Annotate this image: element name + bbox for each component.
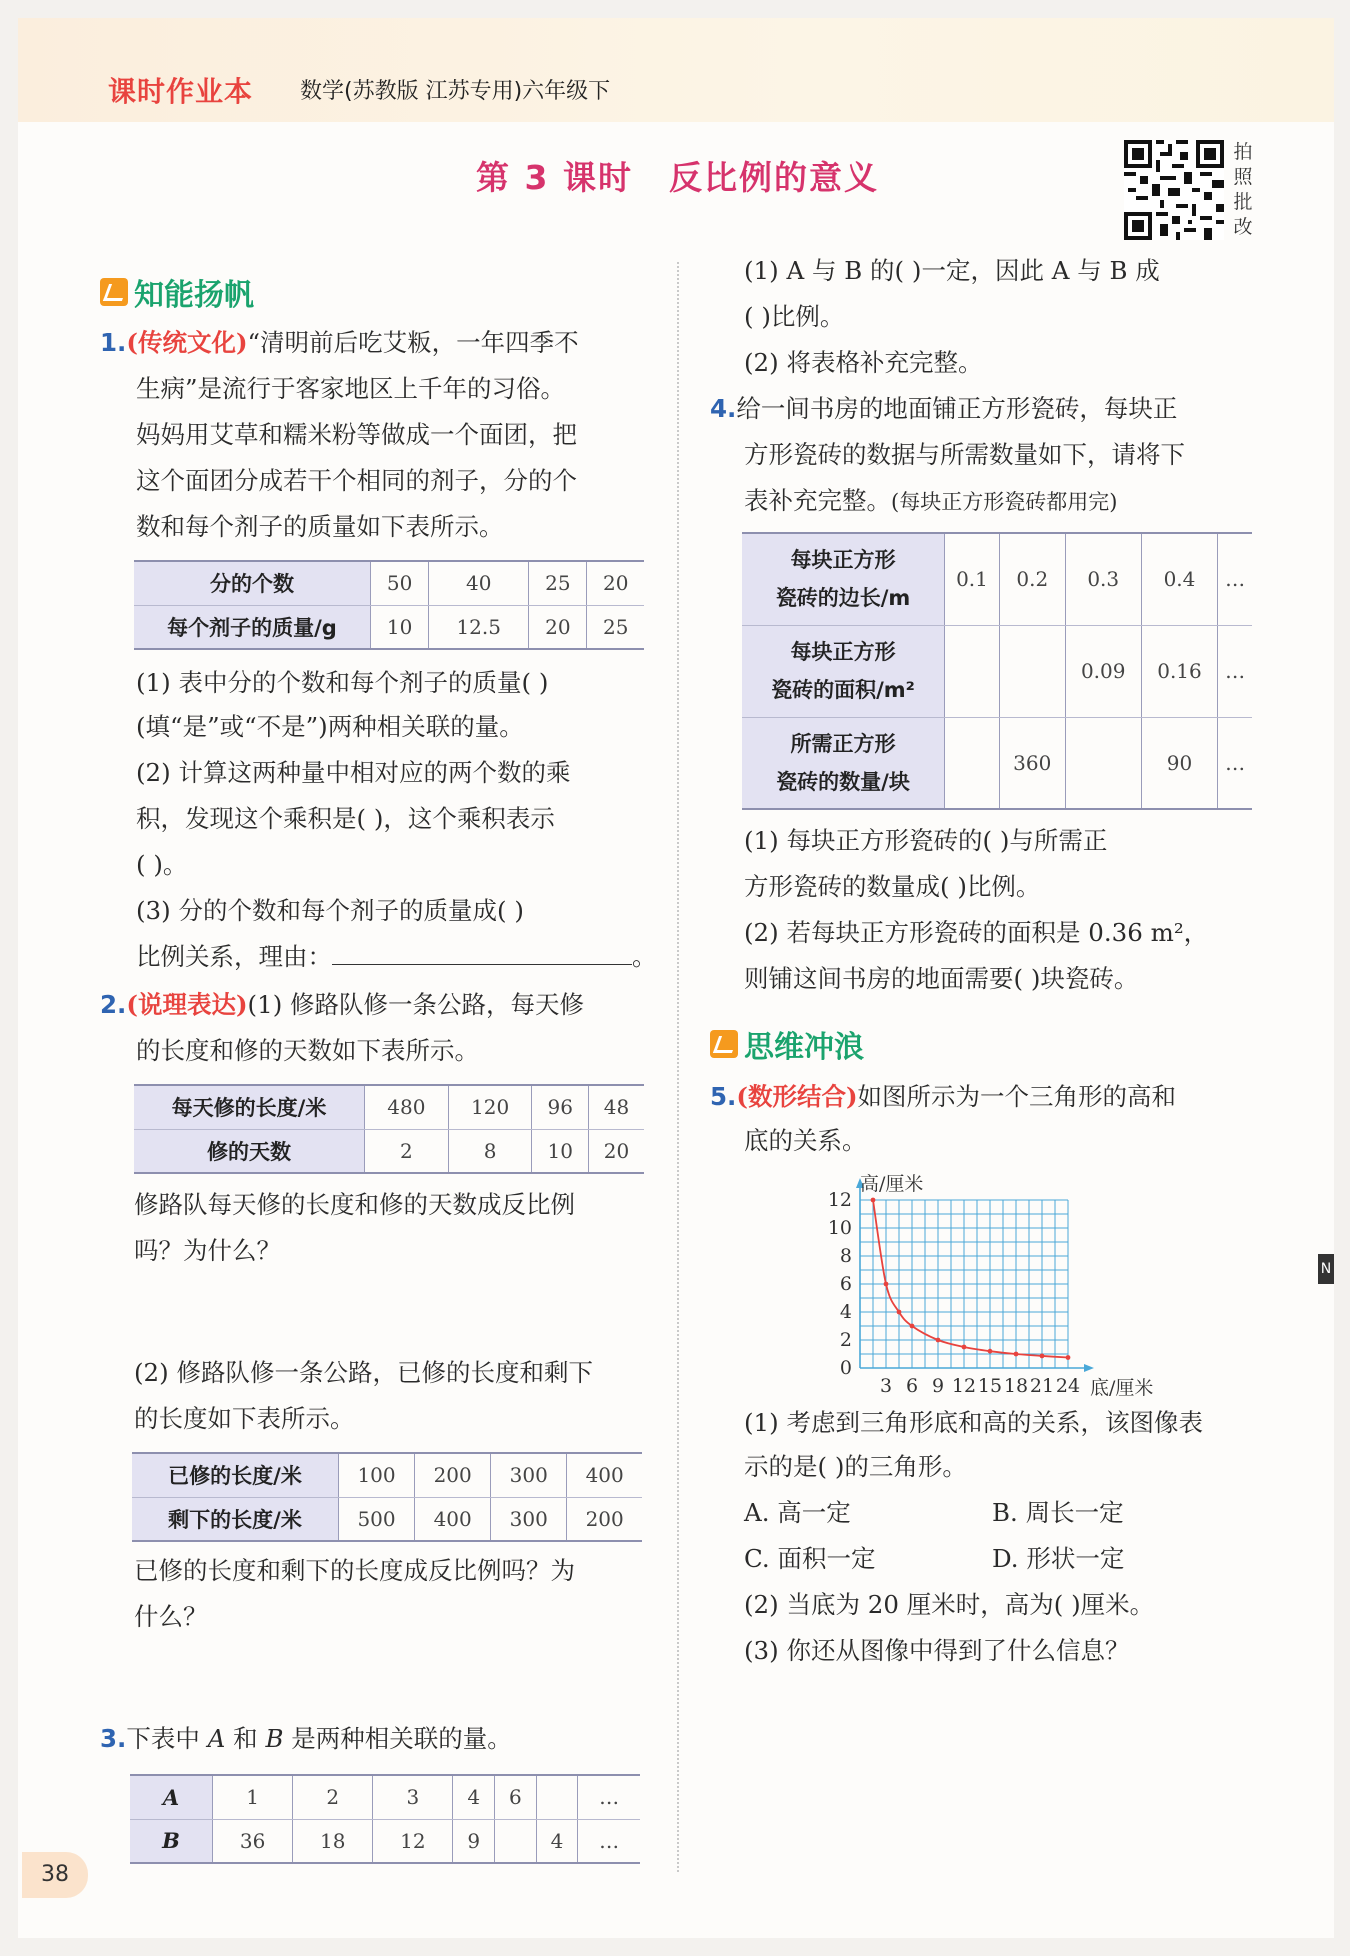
row-header-line: 每块正方形 [790,548,896,573]
q4-line-2: 方形瓷砖的数据与所需数量如下，请将下 [744,440,1185,469]
origin-label: 0 [839,1357,852,1379]
table-cell: 0.4 [1141,533,1217,625]
row-header [742,717,945,809]
table-cell: 2 [293,1775,373,1819]
table-cell: 3 [373,1775,453,1819]
question-number: 4. [710,394,737,423]
table-cell: 0.2 [999,533,1065,625]
table-cell: 4 [453,1775,495,1819]
table-cell: 36 [213,1819,293,1863]
y-tick-label: 4 [839,1301,852,1323]
lesson-title [476,152,879,199]
table-cell: 9 [453,1819,495,1863]
table-row [742,717,1252,809]
q1-table [134,560,644,650]
inverse-graph [800,1168,1154,1400]
table-cell-blank[interactable] [999,625,1065,717]
row-header-line: 所需正方形 [790,731,896,756]
table-cell-blank[interactable] [945,625,1000,717]
data-point [897,1310,902,1315]
row-header-line: 瓷砖的面积/m² [771,678,915,702]
data-point [962,1345,967,1350]
row-header: 修的天数 [134,1129,365,1173]
question-number: 2. [100,990,127,1019]
column-divider [677,262,679,1872]
q3-sub-1: (1) A 与 B 的( )一定，因此 A 与 B 成 [744,256,1160,285]
section-heading-1 [100,270,254,314]
q2-intro-3: (2) 修路队修一条公路，已修的长度和剩下 [134,1358,593,1387]
table-cell-blank[interactable] [945,717,1000,809]
page-number: 38 [22,1852,88,1898]
qr-label [1232,140,1254,240]
data-point [884,1282,889,1287]
x-axis-arrow-icon [1084,1364,1094,1372]
table-cell-blank[interactable] [1065,717,1141,809]
wave-icon [710,1030,738,1058]
table-row [134,561,644,605]
q2-table-1 [134,1084,644,1174]
table-row [742,533,1252,625]
data-point [1040,1354,1045,1359]
question-note: (每块正方形瓷砖都用完) [891,490,1118,514]
q1-line-4: 这个面团分成若干个相同的剂子，分的个 [136,466,577,495]
q2-ask-2a: 已修的长度和剩下的长度成反比例吗？为 [134,1556,575,1585]
table-cell: 25 [529,561,587,605]
question-text: 表补充完整。 [744,486,891,515]
question-number: 5. [710,1082,737,1111]
question-text: 和 [225,1724,266,1753]
table-cell: 120 [448,1085,532,1129]
q4-line-3 [744,486,1117,517]
variable-b: B [265,1724,284,1753]
subject-title: 数学(苏教版 江苏专用)六年级下 [300,79,611,104]
q5-sub-3: (3) 你还从图像中得到了什么信息？ [744,1636,1130,1665]
table-cell: 50 [371,561,429,605]
table-cell: 8 [448,1129,532,1173]
option-a[interactable]: A. 高一定 [744,1498,851,1527]
table-cell: … [1218,533,1252,625]
row-header [742,625,945,717]
table-cell: 40 [429,561,529,605]
q4-sub-2b: 则铺这间书房的地面需要( )块瓷砖。 [744,964,1139,993]
table-cell: 2 [365,1129,449,1173]
q3-table [130,1774,640,1864]
question-tag: (数形结合) [736,1082,858,1111]
q1-line-2: 生病”是流行于客家地区上千年的习俗。 [136,374,566,403]
table-row [134,1129,644,1173]
row-header: 每天修的长度/米 [134,1085,365,1129]
question-text: “清明前后吃艾粄，一年四季不 [247,328,579,357]
option-b[interactable]: B. 周长一定 [992,1498,1124,1527]
data-point [988,1349,993,1354]
table-cell: 360 [999,717,1065,809]
y-tick-label: 8 [839,1245,852,1267]
table-cell: 96 [532,1085,589,1129]
row-header: 每个剂子的质量/g [134,605,371,649]
x-axis-label: 底/厘米 [1090,1377,1154,1399]
section-heading-2 [710,1022,864,1066]
q5-sub-1a: (1) 考虑到三角形底和高的关系，该图像表 [744,1408,1203,1437]
y-tick-label: 6 [839,1273,852,1295]
series-curve [873,1200,1068,1358]
table-row [134,1085,644,1129]
data-point [1014,1352,1019,1357]
variable-a: A [207,1724,226,1753]
row-header-line: 瓷砖的边长/m [775,586,911,611]
table-cell: 18 [293,1819,373,1863]
table-cell: 10 [532,1129,589,1173]
data-point [910,1324,915,1329]
table-cell: 480 [365,1085,449,1129]
q4-line-1 [710,394,1177,424]
q1-line-5: 数和每个剂子的质量如下表所示。 [136,512,504,541]
qr-code-icon[interactable] [1124,140,1224,240]
chart-axes [856,1178,1094,1372]
row-header: 分的个数 [134,561,371,605]
q1-sub-2c: ( )。 [136,850,188,879]
chart-grid [860,1200,1068,1368]
x-tick-label: 6 [905,1375,919,1397]
q4-sub-2: (2) 若每块正方形瓷砖的面积是 0.36 m²， [744,918,1209,947]
x-tick-label: 3 [879,1375,893,1397]
q4-sub-1: (1) 每块正方形瓷砖的( )与所需正 [744,826,1108,855]
question-number: 1. [100,328,127,357]
y-tick-label: 10 [827,1217,852,1239]
table-cell: 0.3 [1065,533,1141,625]
row-header: B [130,1819,213,1863]
table-row [132,1497,642,1541]
lesson-name: 反比例的意义 [668,158,879,197]
table-cell: 300 [491,1497,567,1541]
q1-line-3: 妈妈用艾草和糯米粉等做成一个面团，把 [136,420,577,449]
q2-ask-1a: 修路队每天修的长度和修的天数成反比例 [134,1190,575,1219]
question-text: 下表中 [126,1724,208,1753]
table-cell: 0.1 [945,533,1000,625]
question-text: 给一间书房的地面铺正方形瓷砖，每块正 [736,394,1178,423]
table-cell: 12.5 [429,605,529,649]
qr-label-char: 照 [1233,166,1253,188]
question-number: 3. [100,1724,127,1753]
table-cell: 300 [491,1453,567,1497]
q3-sub-2: (2) 将表格补充完整。 [744,348,983,377]
q3-line-1 [100,1724,512,1754]
q2-ask-1b: 吗？为什么？ [134,1236,281,1265]
table-row [742,625,1252,717]
y-tick-label: 12 [827,1189,852,1211]
row-header: 剩下的长度/米 [132,1497,339,1541]
x-tick-label: 15 [977,1375,1003,1397]
question-tag: (说理表达) [126,990,248,1019]
table-cell: … [578,1819,640,1863]
x-tick-label: 12 [951,1375,977,1397]
q1-sub-2b: 积，发现这个乘积是( )，这个乘积表示 [136,804,555,833]
table-cell: 1 [213,1775,293,1819]
answer-line[interactable] [332,944,632,965]
table-cell: 100 [339,1453,415,1497]
data-point [1066,1355,1071,1360]
x-tick-label: 21 [1029,1375,1055,1397]
qr-label-char: 改 [1233,216,1253,238]
brand-title: 课时作业本 [108,75,254,108]
table-cell: 48 [589,1085,645,1129]
q5-sub-1b: 示的是( )的三角形。 [744,1452,967,1481]
q4-table [742,532,1252,810]
q2-line-2: 的长度和修的天数如下表所示。 [136,1036,479,1065]
row-header: A [130,1775,213,1819]
table-cell: 400 [415,1497,491,1541]
q5-line-2: 底的关系。 [744,1126,867,1155]
x-tick-label: 9 [931,1375,945,1397]
q1-line-1 [100,328,579,358]
y-axis-label: 高/厘米 [860,1173,924,1195]
section-title: 知能扬帆 [134,278,254,313]
row-header [742,533,945,625]
qr-label-char: 拍 [1233,141,1253,163]
row-header-line: 每块正方形 [790,640,896,664]
table-cell: 12 [373,1819,453,1863]
table-cell: 200 [415,1453,491,1497]
table-cell: 0.09 [1065,625,1141,717]
q1-sub-3: (3) 分的个数和每个剂子的质量成( ) [136,896,524,925]
q1-sub-2: (2) 计算这两种量中相对应的两个数的乘 [136,758,571,787]
data-point [936,1338,941,1343]
q1-sub-1: (1) 表中分的个数和每个剂子的质量( ) [136,668,549,697]
table-cell: 20 [587,561,644,605]
chart-series [871,1198,1071,1360]
question-tag: (传统文化) [126,328,248,357]
table-cell: 25 [587,605,644,649]
table-cell: 4 [536,1819,578,1863]
qr-label-char: 批 [1233,191,1253,213]
reason-label: 比例关系，理由： [136,942,332,971]
x-tick-label: 18 [1003,1375,1029,1397]
row-header-line: 瓷砖的数量/块 [776,769,910,794]
q2-table-2 [132,1452,642,1542]
table-cell: 20 [589,1129,645,1173]
table-cell: … [578,1775,640,1819]
q2-line-1 [100,990,584,1020]
sail-icon [100,278,128,306]
q2-intro-4: 的长度如下表所示。 [134,1404,355,1433]
table-cell: 200 [567,1497,642,1541]
x-tick-label: 24 [1055,1375,1081,1397]
section-title: 思维冲浪 [744,1030,864,1065]
table-cell: 10 [371,605,429,649]
row-header: 已修的长度/米 [132,1453,339,1497]
question-text: 是两种相关联的量。 [283,1724,512,1753]
table-row [130,1775,640,1819]
option-d[interactable]: D. 形状一定 [992,1544,1125,1573]
q5-sub-2: (2) 当底为 20 厘米时，高为( )厘米。 [744,1590,1155,1619]
table-row [130,1819,640,1863]
table-cell: 90 [1141,717,1217,809]
q5-line-1 [710,1082,1176,1112]
lesson-number: 第 3 课时 [476,158,633,197]
table-cell: 500 [339,1497,415,1541]
table-cell: 20 [529,605,587,649]
side-tab-marker: N [1318,1254,1334,1284]
table-row [132,1453,642,1497]
question-text: 如图所示为一个三角形的高和 [857,1082,1177,1111]
table-cell: … [1218,717,1252,809]
data-point [871,1198,876,1203]
option-c[interactable]: C. 面积一定 [744,1544,876,1573]
q4-sub-1b: 方形瓷砖的数量成( )比例。 [744,872,1041,901]
table-row [134,605,644,649]
y-tick-label: 2 [839,1329,852,1351]
table-cell: 0.16 [1141,625,1217,717]
table-cell: 6 [495,1775,537,1819]
table-cell-blank[interactable] [495,1819,537,1863]
table-cell: 400 [567,1453,642,1497]
q1-sub-3b: 比例关系，理由： 。 [136,942,657,971]
q2-ask-2b: 什么？ [134,1602,208,1631]
question-text: (1) 修路队修一条公路，每天修 [247,990,585,1019]
table-cell: … [1218,625,1252,717]
q3-sub-1b: ( )比例。 [744,302,845,331]
q1-sub-1b: (填“是”或“不是”)两种相关联的量。 [136,712,524,741]
table-cell-blank[interactable] [536,1775,578,1819]
